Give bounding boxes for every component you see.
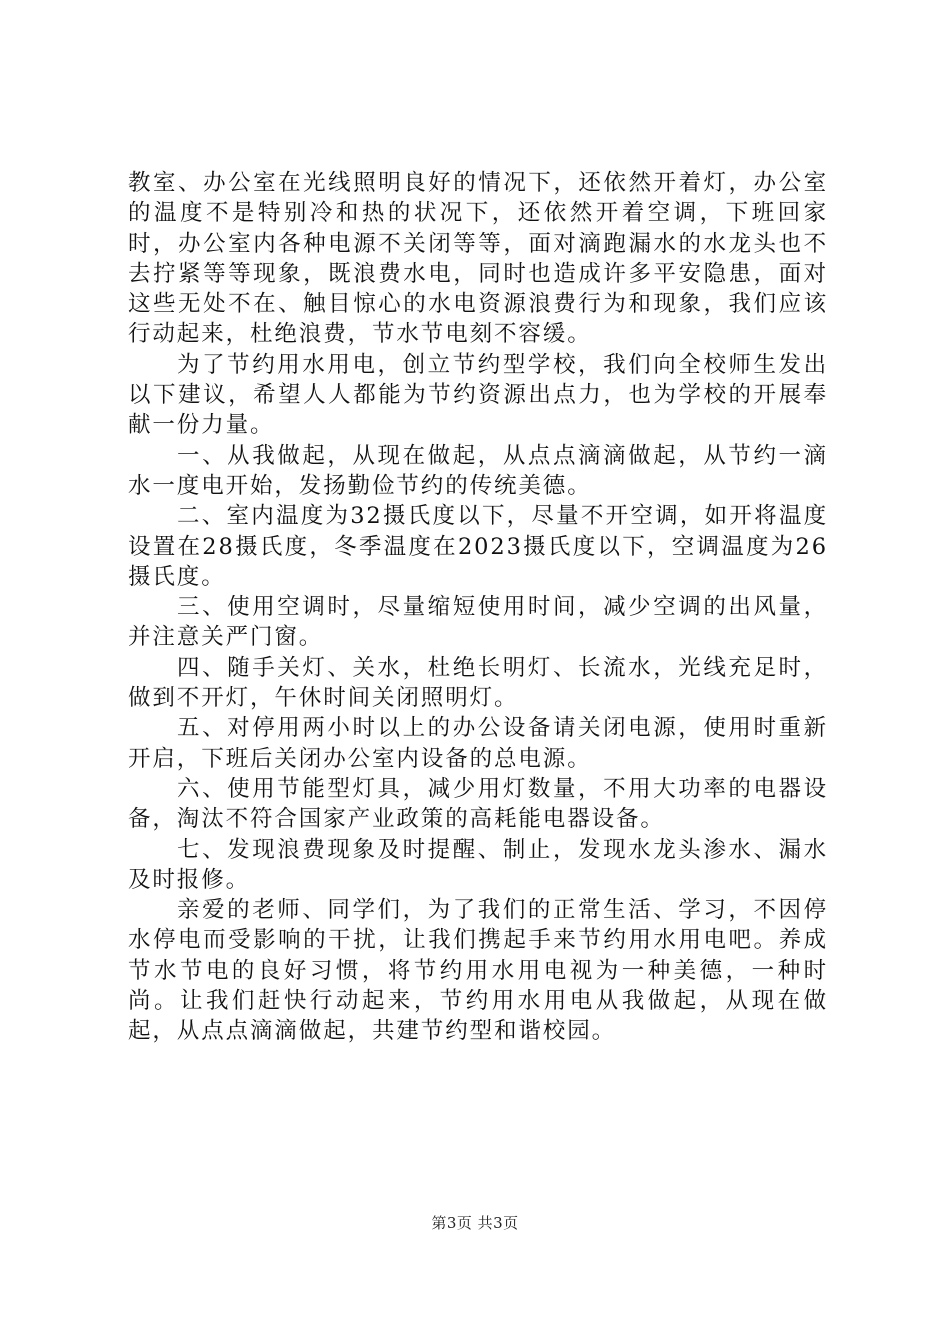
paragraph-10: 亲爱的老师、同学们，为了我们的正常生活、学习，不因停水停电而受影响的干扰，让我们携起手来节约用水用电吧。养成节水节电的良好习惯，将节约用水用电视为一种美德，一种时尚。让我们赶快行动起来，节约用水用电从我做起，从现在做起，从点点滴滴做起，共建节约型和谐校园。: [128, 897, 828, 1045]
document-body: [128, 168, 828, 1047]
paragraph-9: 七、发现浪费现象及时提醒、制止，发现水龙头渗水、漏水及时报修。: [128, 836, 828, 893]
paragraph-8: 六、使用节能型灯具，减少用灯数量，不用大功率的电器设备，淘汰不符合国家产业政策的高耗能电器设备。: [128, 775, 828, 833]
paragraph-1: 教室、办公室在光线照明良好的情况下，还依然开着灯，办公室的温度不是特别冷和热的状况下，还依然开着空调，下班回家时，办公室内各种电源不关闭等等，面对滴跑漏水的水龙头也不去拧紧等等现象，既浪费水电，同时也造成许多平安隐患，面对这些无处不在、触目惊心的水电资源浪费行为和现象，我们应该行动起来，杜绝浪费，节水节电刻不容缓。: [128, 170, 828, 348]
page-number: 第3页 共3页: [431, 1214, 519, 1232]
paragraph-3: 一、从我做起，从现在做起，从点点滴滴做起，从节约一滴水一度电开始，发扬勤俭节约的传统美德。: [128, 442, 828, 499]
paragraph-5: 三、使用空调时，尽量缩短使用时间，减少空调的出风量，并注意关严门窗。: [128, 594, 828, 651]
paragraph-4: 二、室内温度为32摄氏度以下，尽量不开空调，如开将温度设置在28摄氏度，冬季温度在2023摄氏度以下，空调温度为26摄氏度。: [128, 503, 828, 590]
paragraph-7: 五、对停用两小时以上的办公设备请关闭电源，使用时重新开启，下班后关闭办公室内设备的总电源。: [128, 715, 828, 772]
paragraph-2: 为了节约用水用电，创立节约型学校，我们向全校师生发出以下建议，希望人人都能为节约资源出点力，也为学校的开展奉献一份力量。: [128, 351, 828, 439]
paragraph-6: 四、随手关灯、关水，杜绝长明灯、长流水，光线充足时，做到不开灯，午休时间关闭照明灯。: [128, 654, 828, 712]
